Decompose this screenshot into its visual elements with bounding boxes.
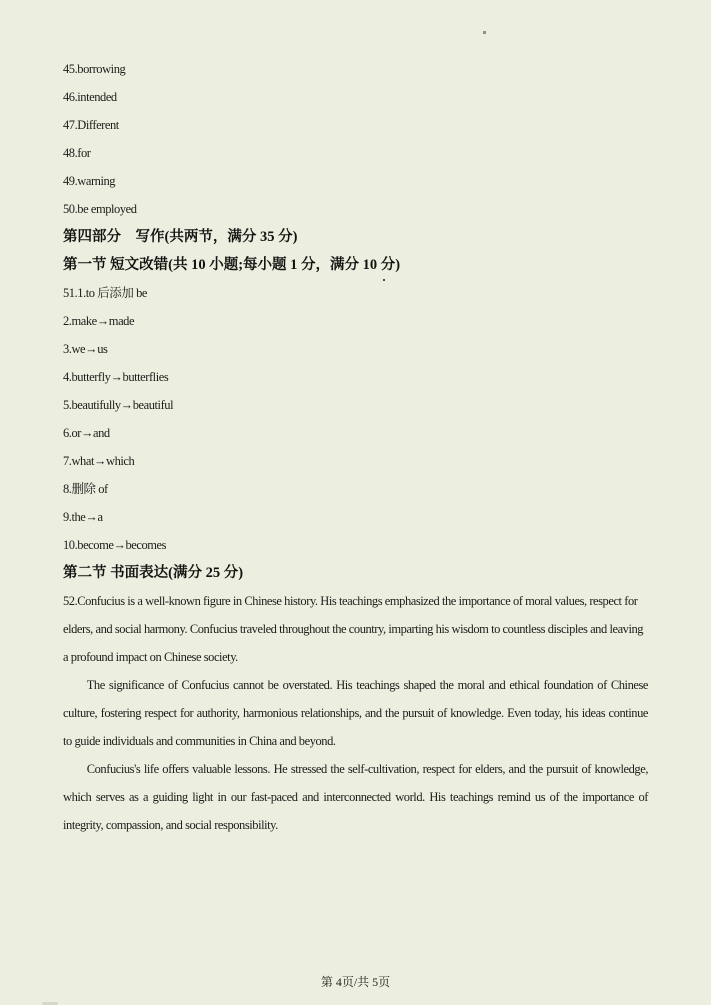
- scan-artifact-dot: [483, 31, 486, 34]
- essay-paragraph-1: 52.Confucius is a well-known figure in Chinese history. His teachings emphasized the importance of moral values, respect for elders, and social harmony. Confucius traveled throughout the country, imparting his wisdom to countless disciples and leaving a profound impact on Chinese society.: [63, 594, 644, 664]
- correction-line-10: 10.become→becomes: [63, 538, 167, 552]
- answer-line-46: 46.intended: [63, 90, 117, 104]
- correction-line-8: 8.删除 of: [63, 482, 108, 496]
- scan-artifact-dot: [383, 279, 385, 281]
- answer-line-49: 49.warning: [63, 174, 116, 188]
- section-four-heading: 第四部分 写作(共两节，满分 35 分): [63, 229, 298, 245]
- part-two-heading: 第二节 书面表达(满分 25 分): [63, 565, 244, 581]
- answer-line-45: 45.borrowing: [63, 62, 126, 76]
- correction-line-6: 6.or→and: [63, 426, 110, 440]
- correction-line-5: 5.beautifully→beautiful: [63, 398, 174, 412]
- answer-line-50: 50.be employed: [63, 202, 137, 216]
- correction-line-7: 7.what→which: [63, 454, 135, 468]
- answer-line-48: 48.for: [63, 146, 91, 160]
- correction-line-1: 51.1.to 后添加 be: [63, 286, 147, 300]
- essay-paragraph-3: Confucius's life offers valuable lessons. He stressed the self-cultivation, respect for elders, and the pursuit of knowledge, which serves as a guiding light in our fast-paced and interconnected world. His teachings remind us of the importance of integrity, compassion, and social responsibility.: [63, 762, 648, 832]
- page-number: 第 4页/共 5页: [320, 975, 391, 989]
- essay-paragraph-2: The significance of Confucius cannot be overstated. His teachings shaped the moral and ethical foundation of Chinese culture, fostering respect for authority, harmonious relationships, and the pursuit of knowledge. Even today, his ideas continue to guide individuals and communities in China and beyond.: [63, 678, 648, 748]
- answer-line-47: 47.Different: [63, 118, 119, 132]
- part-one-heading: 第一节 短文改错(共 10 小题;每小题 1 分，满分 10 分): [63, 257, 401, 273]
- correction-line-2: 2.make→made: [63, 314, 135, 328]
- correction-line-4: 4.butterfly→butterflies: [63, 370, 169, 384]
- correction-line-3: 3.we→us: [63, 342, 108, 356]
- correction-line-9: 9.the→a: [63, 510, 103, 524]
